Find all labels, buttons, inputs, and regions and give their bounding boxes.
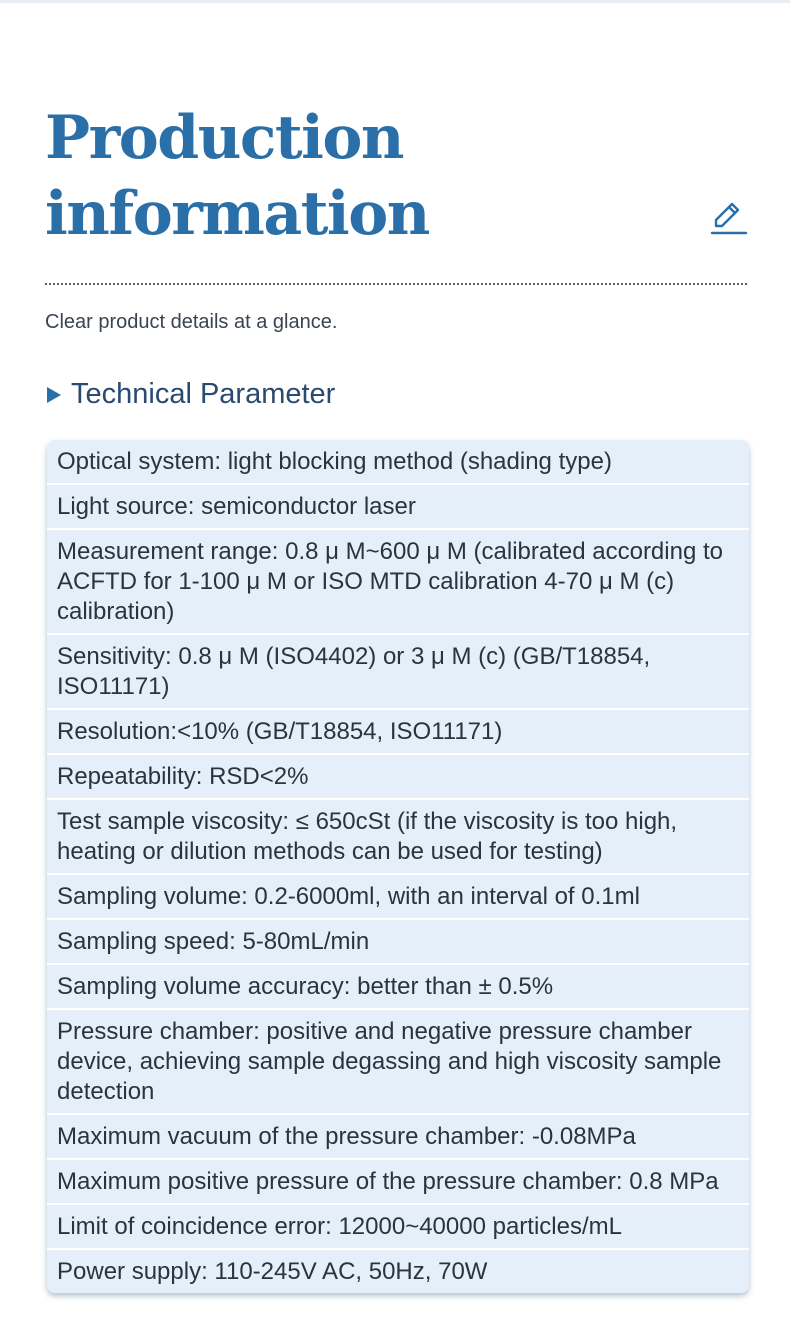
parameter-row: Sampling speed: 5-80mL/min <box>47 920 749 965</box>
parameter-row: Pressure chamber: positive and negative pressure chamber device, achieving sample degassing and high viscosity sample detection <box>47 1010 749 1115</box>
page-title-line-2: information <box>45 179 429 249</box>
parameter-row: Measurement range: 0.8 μ M~600 μ M (calibrated according to ACFTD for 1-100 μ M or ISO MTD calibration 4-70 μ M (c) calibration) <box>47 530 749 635</box>
pencil-icon <box>708 198 748 238</box>
parameter-row: Sampling volume accuracy: better than ± 0.5% <box>47 965 749 1010</box>
parameter-table <box>47 440 749 1293</box>
page-title-line-1: Production <box>45 103 404 173</box>
page-title <box>45 100 429 252</box>
parameter-row: Maximum positive pressure of the pressure chamber: 0.8 MPa <box>47 1160 749 1205</box>
triangle-right-icon <box>47 387 61 403</box>
parameter-row: Resolution:<10% (GB/T18854, ISO11171) <box>47 710 749 755</box>
page-subtitle: Clear product details at a glance. <box>45 311 338 333</box>
parameter-row: Test sample viscosity: ≤ 650cSt (if the viscosity is too high, heating or dilution methods can be used for testing) <box>47 800 749 875</box>
parameter-row: Power supply: 110-245V AC, 50Hz, 70W <box>47 1250 749 1293</box>
section-heading <box>47 378 335 411</box>
parameter-row: Repeatability: RSD<2% <box>47 755 749 800</box>
top-border <box>0 0 790 3</box>
parameter-row: Sensitivity: 0.8 μ M (ISO4402) or 3 μ M (c) (GB/T18854, ISO11171) <box>47 635 749 710</box>
parameter-row: Maximum vacuum of the pressure chamber: -0.08MPa <box>47 1115 749 1160</box>
dotted-divider <box>45 283 747 285</box>
parameter-row: Limit of coincidence error: 12000~40000 particles/mL <box>47 1205 749 1250</box>
parameter-row: Sampling volume: 0.2-6000ml, with an interval of 0.1ml <box>47 875 749 920</box>
parameter-row: Optical system: light blocking method (shading type) <box>47 440 749 485</box>
section-heading-label: Technical Parameter <box>71 378 336 410</box>
parameter-row: Light source: semiconductor laser <box>47 485 749 530</box>
